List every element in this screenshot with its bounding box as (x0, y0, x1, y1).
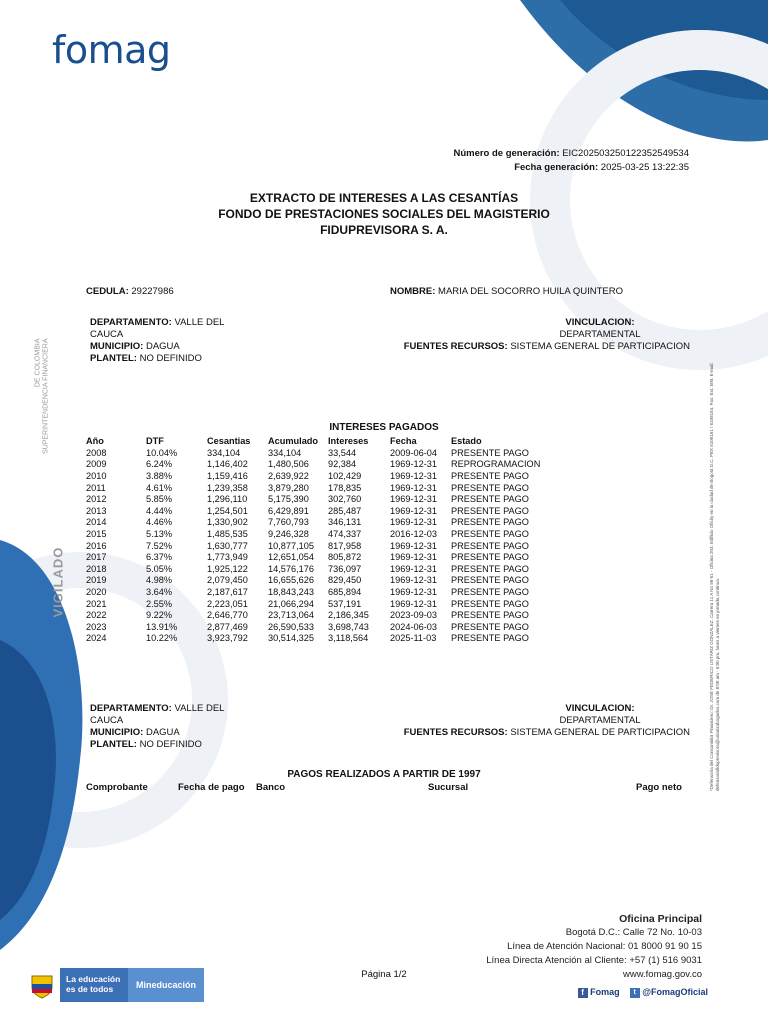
table-cell: PRESENTE PAGO (451, 540, 529, 551)
table-cell: 2009-06-04 (390, 447, 437, 458)
table-cell: 10.04% (146, 447, 178, 458)
colombia-shield-icon (28, 970, 56, 1000)
web[interactable]: www.fomag.gov.co (622, 969, 702, 980)
fomag-logo: fomag (52, 28, 171, 72)
table-cell: 3,879,280 (268, 482, 309, 493)
table-cell: 23,713,064 (268, 610, 314, 621)
table-cell: PRESENTE PAGO (451, 621, 529, 632)
table-cell: 12,651,054 (268, 552, 314, 563)
fuentes-label: FUENTES RECURSOS: (403, 727, 508, 738)
table-cell: PRESENTE PAGO (451, 598, 529, 609)
table-cell: 1969-12-31 (390, 482, 437, 493)
table-cell: 92,384 (328, 459, 357, 470)
table-cell: 2018 (86, 563, 107, 574)
table-cell: 334,104 (268, 447, 302, 458)
intereses-header-cell: DTF (146, 436, 164, 446)
table-cell: 2,639,922 (268, 470, 309, 481)
table-cell: 5,175,390 (268, 494, 309, 505)
intereses-header-cell: Cesantias (207, 436, 251, 446)
table-cell: 5.05% (146, 563, 173, 574)
vinculacion-label: VINCULACION: (565, 703, 635, 714)
table-cell: 16,655,626 (268, 575, 314, 586)
facebook-icon: f (578, 988, 588, 998)
table-cell: 2019 (86, 575, 107, 586)
table-cell: 1,254,501 (207, 505, 248, 516)
table-cell: 4.44% (146, 505, 173, 516)
table-cell: 3.88% (146, 470, 173, 481)
table-cell: 9.22% (146, 610, 173, 621)
table-cell: 2020 (86, 586, 107, 597)
table-cell: 537,191 (328, 598, 362, 609)
table-cell: 2016 (86, 540, 107, 551)
table-cell: 805,872 (328, 552, 362, 563)
vigilado-seal (28, 338, 66, 630)
fuentes-label: FUENTES RECURSOS: (403, 341, 508, 352)
fuentes-block-2 (404, 727, 690, 739)
table-cell: 9,246,328 (268, 528, 309, 539)
table-cell: 2022 (86, 610, 107, 621)
table-cell: 334,104 (207, 447, 241, 458)
table-cell: 2023 (86, 621, 107, 632)
table-cell: 2,186,345 (328, 610, 369, 621)
table-cell: 1,925,122 (207, 563, 248, 574)
table-cell: 2.55% (146, 598, 173, 609)
table-row (86, 459, 561, 471)
depto-value: VALLE DEL (174, 317, 225, 328)
intereses-body (86, 447, 561, 644)
table-cell: 2008 (86, 447, 107, 458)
table-cell: PRESENTE PAGO (451, 528, 529, 539)
title-line-3: FIDUPREVISORA S. A. (320, 223, 448, 237)
depto-label: DEPARTAMENTO: (90, 317, 172, 328)
table-cell: 5.85% (146, 494, 173, 505)
table-cell: PRESENTE PAGO (451, 482, 529, 493)
table-cell: 13.91% (146, 621, 178, 632)
vinculacion-value: DEPARTAMENTAL (559, 715, 641, 726)
table-cell: 1969-12-31 (390, 517, 437, 528)
gen-date-label: Fecha generación: (514, 162, 599, 173)
table-row (86, 447, 561, 459)
depto-value-cont: CAUCA (90, 329, 124, 340)
table-cell: 1,480,506 (268, 459, 309, 470)
plantel-label: PLANTEL: (90, 353, 137, 364)
intereses-header-cell: Intereses (328, 436, 369, 446)
colombia-text: DE COLOMBIA (34, 338, 42, 388)
table-cell: 1969-12-31 (390, 586, 437, 597)
nombre-value: MARIA DEL SOCORRO HUILA QUINTERO (438, 286, 623, 297)
intereses-header-cell: Fecha (390, 436, 417, 446)
pagos-header-sucursal: Sucursal (428, 782, 469, 793)
table-cell: 1969-12-31 (390, 505, 437, 516)
fuentes-block-1 (404, 341, 690, 353)
plantel-label: PLANTEL: (90, 739, 137, 750)
table-cell: 178,835 (328, 482, 362, 493)
table-cell: 18,843,243 (268, 586, 314, 597)
table-cell: 14,576,176 (268, 563, 314, 574)
table-cell: 1969-12-31 (390, 575, 437, 586)
gen-date: 2025-03-25 13:22:35 (600, 162, 689, 173)
cedula (86, 286, 174, 298)
table-cell: 2014 (86, 517, 107, 528)
facebook-link[interactable]: Fomag (590, 987, 620, 997)
cedula-label: CEDULA: (86, 286, 129, 297)
mineducacion-badge (28, 968, 204, 1002)
table-cell: PRESENTE PAGO (451, 470, 529, 481)
pagos-header-comprobante: Comprobante (86, 782, 148, 793)
pagos-header-fecha: Fecha de pago (178, 782, 245, 793)
table-cell: 2016-12-03 (390, 528, 437, 539)
pagos-header-pago-neto: Pago neto (636, 782, 682, 793)
table-cell: 1,146,402 (207, 459, 248, 470)
table-row (86, 586, 561, 598)
mineducacion-label: Mineducación (128, 968, 204, 1002)
educacion-label: La educación es de todos (60, 968, 128, 1002)
pagos-header-banco: Banco (256, 782, 286, 793)
table-cell: 2010 (86, 470, 107, 481)
table-cell: 6,429,891 (268, 505, 309, 516)
depto-value-cont: CAUCA (90, 715, 124, 726)
table-row (86, 575, 561, 587)
table-cell: 346,131 (328, 517, 362, 528)
table-row (86, 633, 561, 645)
table-cell: REPROGRAMACION (451, 459, 541, 470)
table-cell: 2013 (86, 505, 107, 516)
table-cell: 829,450 (328, 575, 362, 586)
table-cell: 2017 (86, 552, 107, 563)
table-cell: 2,877,469 (207, 621, 248, 632)
table-cell: PRESENTE PAGO (451, 517, 529, 528)
table-cell: 2024 (86, 633, 107, 644)
table-cell: PRESENTE PAGO (451, 633, 529, 644)
table-cell: 30,514,325 (268, 633, 314, 644)
nombre (390, 286, 623, 298)
table-cell: 285,487 (328, 505, 362, 516)
table-cell: PRESENTE PAGO (451, 505, 529, 516)
table-row (86, 551, 561, 563)
vinculacion-value: DEPARTAMENTAL (559, 329, 641, 340)
table-cell: 10.22% (146, 633, 178, 644)
table-row (86, 540, 561, 552)
table-cell: 33,544 (328, 447, 357, 458)
table-cell: PRESENTE PAGO (451, 586, 529, 597)
table-cell: PRESENTE PAGO (451, 610, 529, 621)
table-cell: 2015 (86, 528, 107, 539)
table-cell: 302,760 (328, 494, 362, 505)
table-cell: 1,159,416 (207, 470, 248, 481)
fuentes-value: SISTEMA GENERAL DE PARTICIPACION (510, 341, 690, 352)
generation-info (453, 147, 689, 175)
table-cell: 1969-12-31 (390, 494, 437, 505)
table-cell: 6.24% (146, 459, 173, 470)
table-row (86, 493, 561, 505)
table-cell: 1,485,535 (207, 528, 248, 539)
table-cell: 4.61% (146, 482, 173, 493)
table-row (86, 528, 561, 540)
table-row (86, 621, 561, 633)
oficina-principal: Oficina Principal (619, 913, 702, 925)
table-cell: 2011 (86, 482, 106, 493)
nombre-label: NOMBRE: (390, 286, 436, 297)
direccion: Bogotá D.C.: Calle 72 No. 10-03 (565, 927, 702, 938)
municipio-value: DAGUA (145, 727, 180, 738)
fuentes-value: SISTEMA GENERAL DE PARTICIPACION (510, 727, 690, 738)
table-cell: 474,337 (328, 528, 362, 539)
document-title (0, 190, 768, 238)
table-cell: 685,894 (328, 586, 362, 597)
table-row (86, 609, 561, 621)
table-cell: 26,590,533 (268, 621, 314, 632)
table-cell: 7,760,793 (268, 517, 309, 528)
depto-value: VALLE DEL (174, 703, 225, 714)
table-cell: 1,630,777 (207, 540, 248, 551)
table-row (86, 470, 561, 482)
cedula-value: 29227986 (131, 286, 174, 297)
municipio-label: MUNICIPIO: (90, 341, 144, 352)
table-cell: 1969-12-31 (390, 470, 437, 481)
table-cell: 3.64% (146, 586, 173, 597)
table-cell: 2021 (86, 598, 107, 609)
defensor-legal-text-container (700, 330, 730, 800)
table-cell: 1,239,358 (207, 482, 248, 493)
plantel-value: NO DEFINIDO (139, 353, 202, 364)
title-line-1: EXTRACTO DE INTERESES A LAS CESANTÍAS (249, 191, 519, 205)
pagos-title: PAGOS REALIZADOS A PARTIR DE 1997 (287, 769, 481, 780)
intereses-header-cell: Año (86, 436, 104, 446)
table-cell: 1,296,110 (207, 494, 248, 505)
intereses-header-cell: Acumulado (268, 436, 319, 446)
table-cell: 2,223,051 (207, 598, 248, 609)
table-row (86, 505, 561, 517)
gen-number: EIC20250325012235254953​4 (562, 148, 689, 159)
table-cell: 2,646,770 (207, 610, 248, 621)
intereses-header-row (86, 435, 561, 447)
table-cell: 1969-12-31 (390, 540, 437, 551)
vinculacion-block-2 (430, 703, 690, 727)
location-block-1 (90, 317, 224, 365)
table-cell: PRESENTE PAGO (451, 552, 529, 563)
table-cell: 7.52% (146, 540, 173, 551)
table-cell: 21,066,294 (268, 598, 314, 609)
table-cell: 2012 (86, 494, 107, 505)
table-cell: 2009 (86, 459, 107, 470)
table-cell: 10,877,105 (268, 540, 314, 551)
table-cell: 736,097 (328, 563, 362, 574)
table-cell: 4.46% (146, 517, 173, 528)
table-cell: 1969-12-31 (390, 459, 437, 470)
table-cell: PRESENTE PAGO (451, 563, 529, 574)
table-cell: 1,773,949 (207, 552, 248, 563)
table-row (86, 598, 561, 610)
intereses-header-cell: Estado (451, 436, 482, 446)
table-cell: 5.13% (146, 528, 173, 539)
location-block-2 (90, 703, 224, 751)
social-links (578, 987, 708, 998)
table-cell: 2,079,450 (207, 575, 248, 586)
table-cell: 1969-12-31 (390, 552, 437, 563)
vinculacion-label: VINCULACION: (565, 317, 635, 328)
twitter-icon: t (630, 988, 640, 998)
table-cell: 4.98% (146, 575, 173, 586)
intereses-table (86, 435, 561, 644)
linea-directa: Línea Directa Atención al Cliente: +57 (1) 516 9031 (486, 955, 702, 966)
table-cell: 1,330,902 (207, 517, 248, 528)
vinculacion-block-1 (430, 317, 690, 341)
table-row (86, 563, 561, 575)
table-cell: PRESENTE PAGO (451, 494, 529, 505)
depto-label: DEPARTAMENTO: (90, 703, 172, 714)
page-number: Página 1/2 (361, 969, 407, 980)
table-cell: 3,698,743 (328, 621, 369, 632)
linea-nacional: Línea de Atención Nacional: 01 8000 91 90 15 (507, 941, 702, 952)
municipio-value: DAGUA (145, 341, 180, 352)
table-cell: PRESENTE PAGO (451, 447, 529, 458)
table-cell: 2024-06-03 (390, 621, 437, 632)
twitter-link[interactable]: @FomagOficial (642, 987, 708, 997)
table-cell: 817,958 (328, 540, 362, 551)
table-cell: 1969-12-31 (390, 598, 437, 609)
defensor-legal-text: *Defensoría del Consumidor Financiero: Dr. JOSÉ FEDERICO USTÁRIZ GONZÁLEZ. Carrera 11 A No 96-51 - Oficina 203, Edificio Oficity en la ciudad de Bogotá D.C. PBX 6108161 / 6108164. Fax: Ext. 500. E-mail: defensoriafiduprevisora@ustarizabogados.com de 8:00 am - 6:00 pm, lunes a viernes en jornada continua. (709, 362, 720, 791)
municipio-label: MUNICIPIO: (90, 727, 144, 738)
table-cell: PRESENTE PAGO (451, 575, 529, 586)
table-cell: 2,187,617 (207, 586, 248, 597)
table-cell: 1969-12-31 (390, 563, 437, 574)
plantel-value: NO DEFINIDO (139, 739, 202, 750)
title-line-2: FONDO DE PRESTACIONES SOCIALES DEL MAGISTERIO (218, 207, 550, 221)
table-cell: 3,118,564 (328, 633, 369, 644)
superintendencia-text: SUPERINTENDENCIA FINANCIERA (42, 338, 50, 455)
gen-number-label: Número de generación: (453, 148, 560, 159)
table-cell: 102,429 (328, 470, 362, 481)
table-cell: 2025-11-03 (390, 633, 437, 644)
table-row (86, 482, 561, 494)
intereses-title: INTERESES PAGADOS (329, 422, 439, 433)
vigilado-text: VIGILADO (50, 546, 66, 618)
table-cell: 6.37% (146, 552, 173, 563)
table-cell: 2023-09-03 (390, 610, 437, 621)
table-row (86, 517, 561, 529)
table-cell: 3,923,792 (207, 633, 248, 644)
